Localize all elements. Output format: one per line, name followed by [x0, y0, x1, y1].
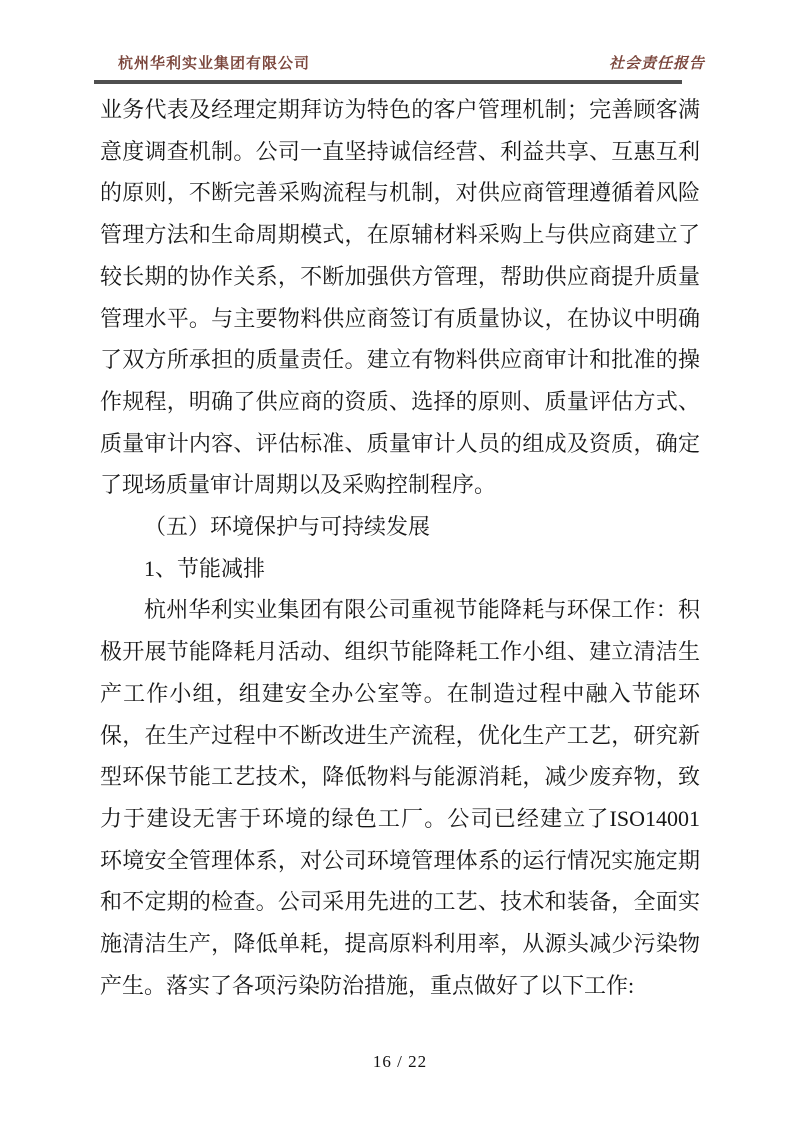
body-paragraph-energy-environment: 杭州华利实业集团有限公司重视节能降耗与环保工作：积极开展节能降耗月活动、组织节能降耗工作小组、建立清洁生产工作小组，组建安全办公室等。在制造过程中融入节能环保，在生产过程中不断改进生产流程，优化生产工艺，研究新型环保节能工艺技术，降低物料与能源消耗，减少废弃物，致力于建设无害于环境的绿色工厂。公司已经建立了ISO14001 环境安全管理体系，对公司环境管理体系的运行情况实施定期和不定期的检查。公司采用先进的工艺、技术和装备，全面实施清洁生产，降低单耗，提高原料利用率，从源头减少污染物产生。落实了各项污染防治措施，重点做好了以下工作:	[100, 597, 700, 998]
page-number-indicator: 16 / 22	[372, 1052, 428, 1071]
page-footer	[0, 1052, 800, 1072]
header-report-title: 社会责任报告	[608, 56, 705, 72]
section-heading-environment: （五）环境保护与可持续发展	[144, 514, 431, 540]
header-divider-rule	[94, 80, 682, 84]
document-body	[100, 89, 700, 1006]
body-paragraph-supplier-management: 业务代表及经理定期拜访为特色的客户管理机制；完善顾客满意度调查机制。公司一直坚持诚信经营、利益共享、互惠互利的原则，不断完善采购流程与机制，对供应商管理遵循着风险管理方法和生命周期模式，在原辅材料采购上与供应商建立了较长期的协作关系，不断加强供方管理，帮助供应商提升质量管理水平。与主要物料供应商签订有质量协议，在协议中明确了双方所承担的质量责任。建立有物料供应商审计和批准的操作规程，明确了供应商的资质、选择的原则、质量评估方式、质量审计内容、评估标准、质量审计人员的组成及资质，确定了现场质量审计周期以及采购控制程序。	[100, 97, 700, 498]
header-company-name: 杭州华利实业集团有限公司	[118, 56, 311, 72]
subsection-heading-energy-saving: 1、节能减排	[144, 555, 266, 581]
